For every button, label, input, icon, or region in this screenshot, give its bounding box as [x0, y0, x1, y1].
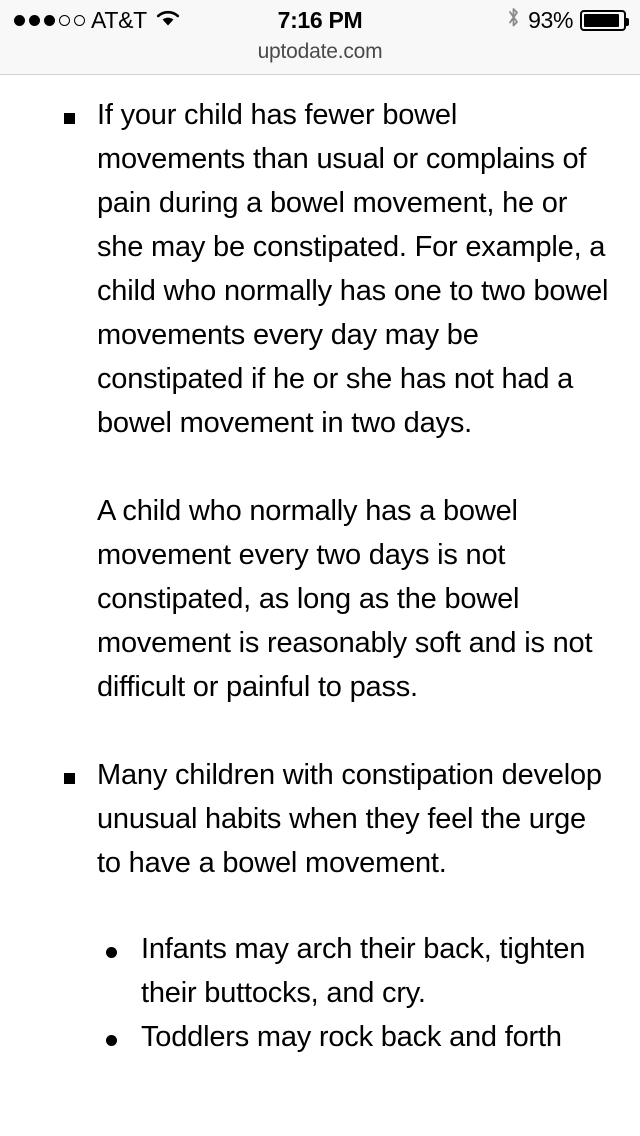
signal-dot-4: [59, 15, 70, 26]
disc-bullet-icon: [106, 1035, 117, 1046]
signal-strength-icon: [14, 15, 85, 26]
battery-fill: [584, 14, 619, 27]
battery-icon: [580, 10, 626, 31]
list-item: [18, 93, 622, 445]
bluetooth-icon: [506, 6, 521, 34]
signal-dot-2: [29, 15, 40, 26]
square-bullet-icon: [64, 113, 75, 124]
paragraph-text: If your child has fewer bowel movements than usual or complains of pain during a bowel movement, he or she may be constipated. For example, a child who normally has one to two bowel movements every day may be constipated if he or she has not had a bowel movement in two days.: [97, 99, 609, 439]
paragraph-spacer: [18, 885, 622, 927]
article-content: [0, 75, 640, 1135]
signal-dot-5: [74, 15, 85, 26]
paragraph-block: [18, 489, 622, 709]
status-bar-right: [506, 6, 626, 34]
signal-dot-1: [14, 15, 25, 26]
url-label[interactable]: uptodate.com: [257, 40, 383, 63]
battery-percent-label: 93%: [528, 6, 573, 33]
paragraph-spacer: [18, 709, 622, 753]
paragraph-spacer: [18, 445, 622, 489]
list-item: [18, 1015, 622, 1059]
paragraph-text: Infants may arch their back, tighten their buttocks, and cry.: [141, 933, 586, 1009]
status-bar: [0, 0, 640, 40]
wifi-icon: [155, 8, 181, 33]
paragraph-text: Toddlers may rock back and forth: [141, 1021, 562, 1053]
list-item: [18, 927, 622, 1015]
status-bar-left: [14, 7, 181, 34]
carrier-label: AT&T: [91, 6, 147, 33]
paragraph-text: A child who normally has a bowel movement every two days is not constipated, as long as the bowel movement is reasonably soft and is not difficult or painful to pass.: [97, 495, 593, 703]
signal-dot-3: [44, 15, 55, 26]
browser-address-bar[interactable]: [0, 40, 640, 75]
clock-label: 7:16 PM: [277, 6, 363, 33]
disc-bullet-icon: [106, 947, 117, 958]
list-item: [18, 753, 622, 885]
square-bullet-icon: [64, 773, 75, 784]
paragraph-text: Many children with constipation develop unusual habits when they feel the urge to have a bowel movement.: [97, 759, 602, 879]
